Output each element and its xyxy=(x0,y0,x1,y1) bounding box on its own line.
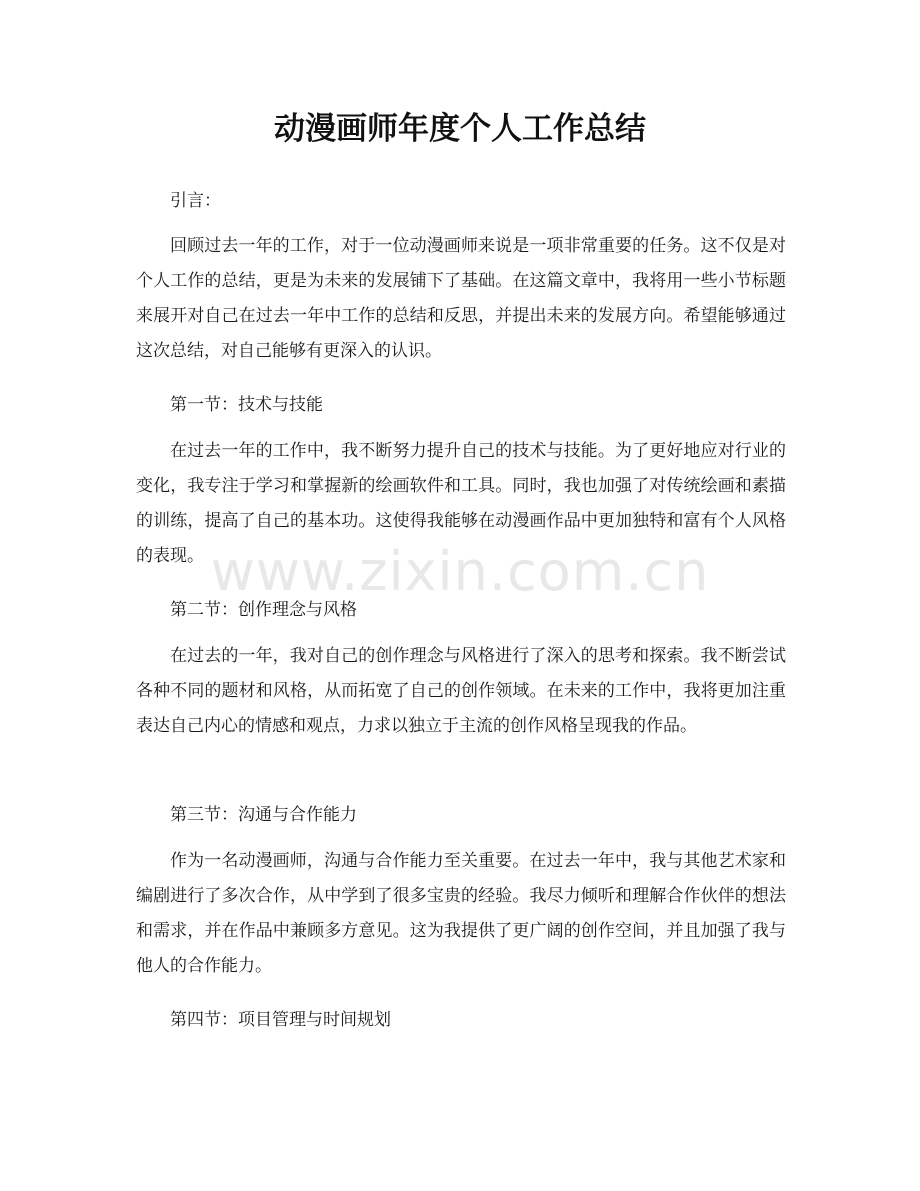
intro-paragraph: 回顾过去一年的工作，对于一位动漫画师来说是一项非常重要的任务。这不仅是对个人工作的总结，更是为未来的发展铺下了基础。在这篇文章中，我将用一些小节标题来展开对自己在过去一年中工作的总结和反思，并提出未来的发展方向。希望能够通过这次总结，对自己能够有更深入的认识。 xyxy=(136,236,786,361)
section-paragraph-2: 在过去的一年，我对自己的创作理念与风格进行了深入的思考和探索。我不断尝试各种不同的题材和风格，从而拓宽了自己的创作领域。在未来的工作中，我将更加注重表达自己内心的情感和观点，力求以独立于主流的创作风格呈现我的作品。 xyxy=(136,646,786,736)
document-title: 动漫画师年度个人工作总结 xyxy=(274,111,646,147)
intro-label: 引言： xyxy=(170,191,221,211)
section-paragraph-1: 在过去一年的工作中，我不断努力提升自己的技术与技能。为了更好地应对行业的变化，我专注于学习和掌握新的绘画软件和工具。同时，我也加强了对传统绘画和素描的训练，提高了自己的基本功。这使得我能够在动漫画作品中更加独特和富有个人风格的表现。 xyxy=(136,441,786,566)
section-heading-1: 第一节：技术与技能 xyxy=(170,395,323,415)
section-heading-2: 第二节：创作理念与风格 xyxy=(170,600,357,620)
section-paragraph-3: 作为一名动漫画师，沟通与合作能力至关重要。在过去一年中，我与其他艺术家和编剧进行了多次合作，从中学到了很多宝贵的经验。我尽力倾听和理解合作伙伴的想法和需求，并在作品中兼顾多方意见。这为我提供了更广阔的创作空间，并且加强了我与他人的合作能力。 xyxy=(136,851,786,976)
section-heading-3: 第三节：沟通与合作能力 xyxy=(170,805,357,825)
watermark: www.zixin.com.cn xyxy=(210,540,710,603)
section-heading-4: 第四节：项目管理与时间规划 xyxy=(170,1010,391,1030)
